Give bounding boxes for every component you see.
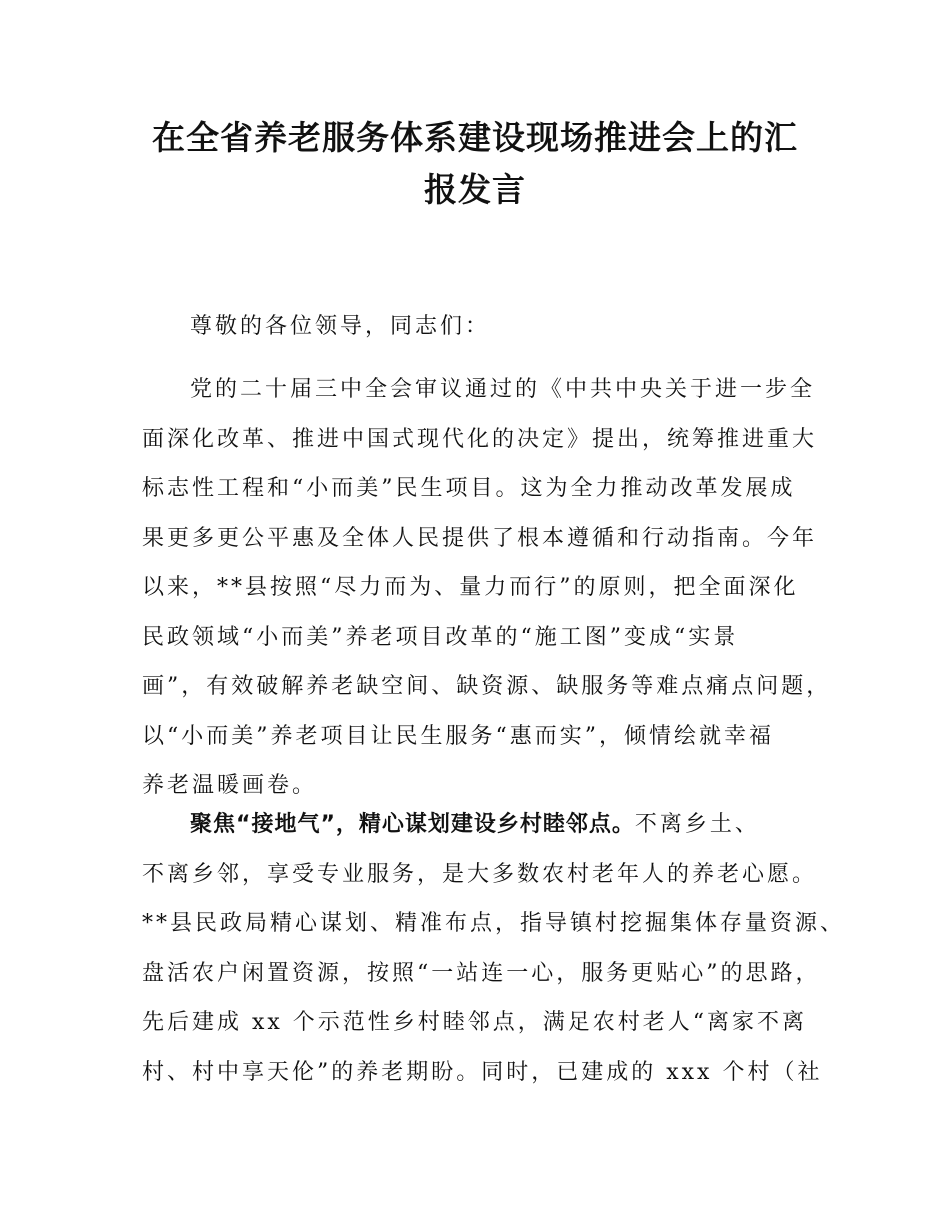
paragraph-2-line: **县民政局精心谋划、精准布点，指导镇村挖掘集体存量资源、	[142, 911, 846, 936]
paragraph-2-line: 不离乡邻，享受专业服务，是大多数农村老年人的养老心愿。	[142, 861, 818, 887]
salutation	[142, 302, 822, 352]
paragraph-1	[142, 365, 832, 811]
paragraph-1-line: 养老温暖画卷。	[142, 773, 318, 798]
title-line-1: 在全省养老服务体系建设现场推进会上的汇	[152, 118, 798, 157]
title-line-2: 报发言	[424, 170, 526, 209]
paragraph-1-line: 民政领域“小而美”养老项目改革的“施工图”变成“实景	[142, 624, 739, 650]
paragraph-1-line: 以来，**县按照“尽力而为、量力而行”的原则，把全面深化	[142, 575, 799, 600]
paragraph-2-line: 盘活农户闲置资源，按照“一站连一心，服务更贴心”的思路，	[142, 960, 821, 986]
paragraph-2-first-line	[142, 800, 822, 850]
salutation-text: 尊敬的各位领导，同志们：	[190, 314, 491, 339]
paragraph-1-line: 果更多更公平惠及全体人民提供了根本遵循和行动指南。今年	[142, 525, 818, 551]
paragraph-1-line: 标志性工程和“小而美”民生项目。这为全力推动改革发展成	[142, 476, 796, 501]
paragraph-2-line: 村、村中享天伦”的养老期盼。同时，已建成的 xxx 个村（社	[142, 1059, 823, 1085]
paragraph-1-line: 面深化改革、推进中国式现代化的决定》提出，统筹推进重大	[142, 426, 818, 452]
paragraph-1-line: 党的二十届三中全会审议通过的《中共中央关于进一步全	[190, 377, 816, 402]
paragraph-1-line: 画”，有效破解养老缺空间、缺资源、缺服务等难点痛点问题，	[142, 674, 832, 699]
document-title	[140, 112, 810, 216]
paragraph-1-line: 以“小而美”养老项目让民生服务“惠而实”，倾情绘就幸福	[142, 723, 774, 749]
section-heading: 聚焦“接地气”，精心谋划建设乡村睦邻点。	[190, 812, 635, 837]
paragraph-2-first-line-rest: 不离乡土、	[634, 812, 760, 837]
paragraph-2	[142, 800, 846, 1097]
paragraph-2-line: 先后建成 xx 个示范性乡村睦邻点，满足农村老人“离家不离	[142, 1010, 808, 1035]
